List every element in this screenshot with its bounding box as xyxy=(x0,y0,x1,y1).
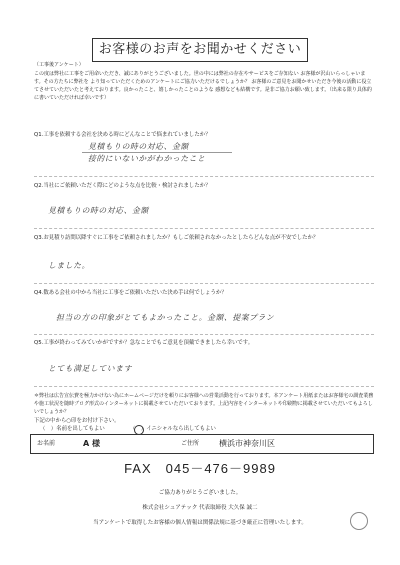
question-1-label: Q1.工事を依頼する会社を決める時にどんなことで悩まれていましたか？ xyxy=(34,132,211,138)
section-divider xyxy=(34,386,374,387)
fax-number: FAX 045－476－9989 xyxy=(124,461,276,476)
question-2-label: Q2.当社にご依頼いただく際にどのような点を比較・検討されましたか？ xyxy=(34,183,211,189)
thanks-text: ご協力ありがとうございました。 xyxy=(158,490,242,496)
question-1-answer-1: 見積もりの時の対応、金額 xyxy=(88,142,189,151)
name-label: お名前 xyxy=(37,439,56,447)
question-3-label: Q3.お見積り訪問以降すぐに工事をご依頼されましたか？もしご依頼されなかったとしたらどんな点が不安でしたか？ xyxy=(34,235,319,241)
question-5-answer-1: とても満足しています xyxy=(48,364,132,373)
choice-option-initial[interactable]: （ ）イニシャルなら出してもよい xyxy=(130,426,216,432)
page-title: お客様のお声をお聞かせください xyxy=(92,38,308,62)
question-3-answer-1: しました。 xyxy=(48,261,90,270)
question-4-label: Q4.数ある会社の中から当社に工事をご依頼いただいた決め手は何でしょうか？ xyxy=(34,290,227,296)
name-value: A 様 xyxy=(83,439,100,449)
company-seal-icon xyxy=(350,512,368,530)
address-label: ご住所 xyxy=(181,439,200,447)
address-value: 横浜市神奈川区 xyxy=(219,439,275,449)
privacy-note: 当アンケートで取得したお客様の個人情報は関係法規に基づき厳正に管理いたします。 xyxy=(93,520,307,526)
choice-option-name[interactable]: （ ）名前を出してもよい xyxy=(40,426,105,432)
choice-option-name-label: 名前を出してもよい xyxy=(56,426,105,432)
question-2-answer-1: 見積もりの時の対応、金額 xyxy=(48,206,149,215)
choice-prompt: 下記の中から○印をお付け下さい。 xyxy=(34,418,120,424)
customer-info-row xyxy=(30,434,374,454)
publication-note: ＊弊社は広告宣伝費を極力かけない為にホームページだけを頼りにお客様への営業活動を行っております。本アンケート用紙またはお客様宅の調査業務や施工状況を随時ブログ形式のインターネットに掲載させていただいております。上記内容をインターネットや印刷物に掲載させていただいてもよろしいでしょうか？ xyxy=(34,393,374,415)
question-4-answer-1: 担当の方の印象がとてもよかったこと。金額、提案プラン xyxy=(56,313,275,322)
section-divider xyxy=(34,176,374,177)
intro-text: この度は弊社に工事をご用命いただき、誠にありがとうございました。世の中には弊社の存在やサービスをご存知ない お客様が沢山いらっしゃいます。その方たちに弊社を より知っていただくためのアンケートにご協力いただけるでしょうか？ お客様のご意見をお聞かせいただき今後の活動に役立てさせていただいたと考えております。良かったこと、嬉しかったことのような 感想なども結構です。是非ご協力お願い致します。（出来る限り具体的に書いていただければ幸いです） xyxy=(34,71,372,101)
question-5-label: Q5.工事が終わってみていかがですか？急なことでもご意見を頂戴できましたら幸いです。 xyxy=(34,340,254,346)
company-signature: 株式会社シュアテック 代表取締役 大久保 誠二 xyxy=(142,505,258,511)
section-divider xyxy=(34,334,374,335)
section-divider xyxy=(34,283,374,284)
survey-sub-label: （工事後アンケート） xyxy=(34,62,84,68)
question-1-answer-2: 接的にいないかがわかったこと xyxy=(88,154,206,163)
choice-option-initial-label: イニシャルなら出してもよい xyxy=(146,426,216,432)
section-divider xyxy=(34,228,374,229)
